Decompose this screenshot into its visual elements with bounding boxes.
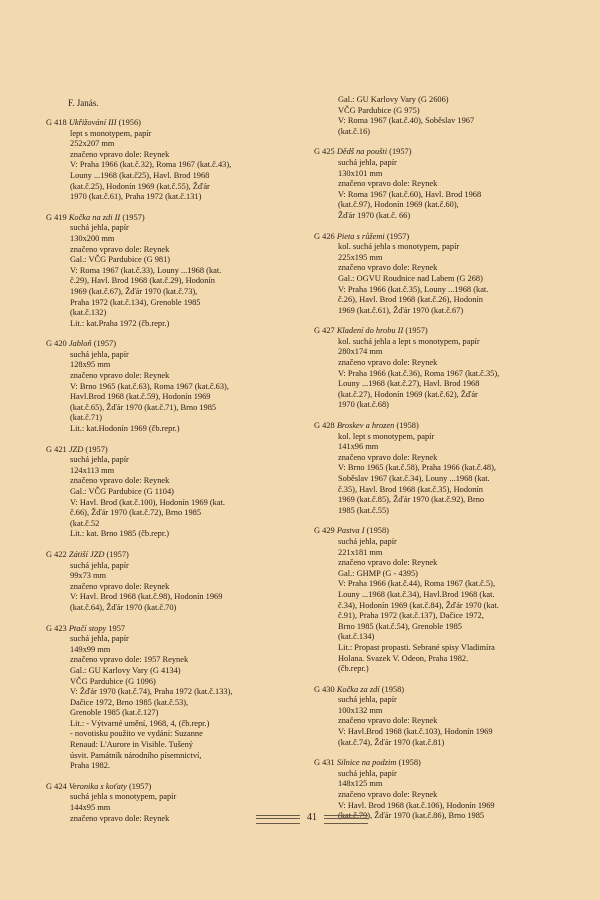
entry-number: G 425 bbox=[314, 147, 335, 157]
entry-details bbox=[314, 695, 576, 748]
entry-details bbox=[46, 223, 308, 329]
entry-detail-line: Lit.: Propast propasti. Sebrané spisy Vladimíra bbox=[338, 642, 495, 652]
entry-detail-line: suchá jehla, papír bbox=[70, 223, 129, 233]
entry-heading bbox=[314, 421, 576, 432]
entry-detail-line: Lit.: kat.Hodonín 1969 (čb.repr.) bbox=[70, 424, 180, 434]
entry-detail-line: V: Havl. Brod 1968 (kat.č.98), Hodonín 1969 bbox=[70, 592, 223, 602]
entry-detail-line: 99x73 mm bbox=[70, 571, 107, 581]
entry-detail-line: značeno vpravo dole: Reynek bbox=[338, 716, 438, 726]
entry-detail-line: kol. lept s monotypem, papír bbox=[338, 431, 435, 441]
entry-year: (1958) bbox=[366, 526, 389, 536]
entry-detail-line: (čb.repr.) bbox=[338, 664, 369, 674]
entry-detail-line: Havl.Brod 1968 (kat.č.59), Hodonín 1969 bbox=[70, 392, 211, 402]
entry-detail-line: 1970 (kat.č.61), Praha 1972 (kat.č.131) bbox=[70, 192, 202, 202]
catalogue-entry bbox=[314, 232, 576, 317]
catalogue-entry bbox=[46, 339, 308, 434]
entry-detail-line: značeno vpravo dole: Reynek bbox=[70, 476, 170, 486]
entry-detail-line: č.66), Žďár 1970 (kat.č.72), Brno 1985 bbox=[70, 508, 202, 518]
entry-heading bbox=[46, 782, 308, 793]
entry-heading bbox=[314, 526, 576, 537]
entry-detail-line: značeno vpravo dole: Reynek bbox=[338, 558, 438, 568]
entry-year: (1958) bbox=[398, 758, 421, 768]
right-column bbox=[314, 95, 576, 832]
entry-title: Kočka na zdi II bbox=[68, 212, 121, 222]
entry-title: Ukřižování III bbox=[68, 118, 117, 127]
catalogue-entry bbox=[46, 624, 308, 772]
entry-heading bbox=[46, 339, 308, 350]
entry-detail-line: suchá jehla, papír bbox=[70, 634, 129, 644]
entry-details bbox=[314, 242, 576, 316]
entry-heading bbox=[314, 685, 576, 696]
entry-detail-line: suchá jehla, papír bbox=[338, 157, 397, 167]
entry-number: G 426 bbox=[314, 231, 335, 241]
entry-detail-line: značeno vpravo dole: Reynek bbox=[70, 244, 170, 254]
continued-entry bbox=[314, 95, 576, 137]
entry-detail-line: Lit.: - Výtvarné umění, 1968, 4, (čb.repr.) bbox=[70, 718, 210, 728]
entry-detail-line: V: Havl.Brod 1968 (kat.č.103), Hodonín 1969 bbox=[338, 727, 493, 737]
entry-year: (1958) bbox=[396, 421, 419, 431]
entry-detail-line: suchá jehla, papír bbox=[338, 695, 397, 705]
entry-title: Ptačí stopy bbox=[68, 623, 107, 633]
entry-year: (1957) bbox=[386, 231, 410, 241]
catalogue-entry bbox=[314, 147, 576, 221]
entry-detail-line: Praha 1972 (kat.č.134), Grenoble 1985 bbox=[70, 297, 201, 307]
entry-number: G 427 bbox=[314, 326, 335, 336]
entry-detail-line: značeno vpravo dole: Reynek bbox=[70, 149, 170, 159]
entry-detail-line: 100x132 mm bbox=[338, 705, 383, 715]
entry-detail-line: 280x174 mm bbox=[338, 347, 383, 357]
entry-detail-line: (kat.č.65), Žďár 1970 (kat.č.71), Brno 1985 bbox=[70, 402, 217, 412]
entry-detail-line: V: Praha 1966 (kat.č.36), Roma 1967 (kat.č.35), bbox=[338, 368, 500, 378]
entry-detail-line: značeno vpravo dole: Reynek bbox=[338, 263, 438, 273]
entry-number: G 418 bbox=[46, 118, 67, 127]
entry-detail-line: Žďár 1970 (kat.č. 66) bbox=[338, 210, 411, 220]
catalogue-entry bbox=[314, 421, 576, 516]
entry-detail-line: (kat.č.64), Žďár 1970 (kat.č.70) bbox=[70, 602, 177, 612]
entry-year: (1956) bbox=[118, 118, 141, 127]
entry-detail-line: značeno vpravo dole: 1957 Reynek bbox=[70, 655, 189, 665]
entry-detail-line: suchá jehla s monotypem, papír bbox=[70, 792, 177, 802]
entry-detail-line: V: Havl. Brod (kat.č.100), Hodonín 1969 (kat. bbox=[70, 497, 225, 507]
entry-detail-line: (kat.č.71) bbox=[70, 413, 103, 423]
entry-detail-line: úsvit. Památník národního písemnictví, bbox=[70, 750, 202, 760]
entry-number: G 420 bbox=[46, 339, 67, 349]
catalogue-entry bbox=[46, 550, 308, 614]
entry-detail-line: značeno vpravo dole: Reynek bbox=[338, 358, 438, 368]
entry-detail-line: 1969 (kat.č.61), Žďár 1970 (kat.č.67) bbox=[338, 305, 464, 315]
entry-detail-line: V: Havl. Brod 1968 (kat.č.106), Hodonín 1969 bbox=[338, 800, 495, 810]
entry-detail-line: suchá jehla, papír bbox=[338, 536, 397, 546]
entry-number: G 431 bbox=[314, 758, 335, 768]
catalogue-entry bbox=[314, 685, 576, 749]
entry-detail-line: 124x113 mm bbox=[70, 465, 115, 475]
entry-detail-line: (kat.č.132) bbox=[70, 308, 107, 318]
entry-title: Jabloň bbox=[68, 339, 92, 349]
entry-title: Dědš na poušti bbox=[336, 147, 388, 157]
entry-number: G 423 bbox=[46, 623, 67, 633]
entry-detail-line: V: Roma 1967 (kat.č.40), Soběslav 1967 bbox=[338, 116, 475, 126]
entry-heading bbox=[314, 232, 576, 243]
entry-detail-line: značeno vpravo dole: Reynek bbox=[70, 371, 170, 381]
entry-detail-line: Louny ...1968 (kat.č.34), Havl.Brod 1968 (kat. bbox=[338, 589, 495, 599]
entry-year: (1957) bbox=[405, 326, 428, 336]
entry-detail-line: (kat.č.79), Žďár 1970 (kat.č.86), Brno 1985 bbox=[338, 811, 485, 821]
entry-number: G 430 bbox=[314, 684, 335, 694]
entry-detail-line: kol. suchá jehla s monotypem, papír bbox=[338, 242, 460, 252]
entry-detail-line: (kat.č.134) bbox=[338, 632, 375, 642]
page-footer bbox=[256, 812, 368, 826]
entry-year: (1958) bbox=[381, 684, 405, 694]
entry-heading bbox=[314, 147, 576, 158]
entry-detail-line: 1969 (kat.č.85), Žďár 1970 (kat.č.92), Brno bbox=[338, 495, 485, 505]
entry-details bbox=[46, 350, 308, 435]
entry-year: (1957) bbox=[389, 147, 412, 157]
entry-details bbox=[314, 337, 576, 411]
entry-detail-line: 1969 (kat.č.67), Žďár 1970 (kat.č.73), bbox=[70, 286, 198, 296]
right-column-entries bbox=[314, 147, 576, 821]
entry-title: JZD bbox=[68, 444, 84, 454]
entry-detail-line: Holana. Svazek V. Odeon, Praha 1982. bbox=[338, 653, 469, 663]
entry-detail-line: suchá jehla, papír bbox=[70, 455, 129, 465]
entry-detail-line: Gal.: VČG Pardubice (G 981) bbox=[70, 255, 171, 265]
entry-detail-line: suchá jehla, papír bbox=[338, 768, 397, 778]
entry-details bbox=[46, 129, 308, 203]
entry-detail-line: č.26), Havl. Brod 1968 (kat.č.26), Hodonín bbox=[338, 295, 483, 305]
entry-heading bbox=[46, 550, 308, 561]
catalogue-entry bbox=[46, 118, 308, 203]
entry-title: Silnice na podzim bbox=[336, 758, 397, 768]
entry-detail-line: Louny ...1968 (kat.č25), Havl. Brod 1968 bbox=[70, 170, 210, 180]
entry-details bbox=[46, 561, 308, 614]
left-column bbox=[46, 118, 308, 834]
entry-detail-line: Grenoble 1985 (kat.č.127) bbox=[70, 708, 159, 718]
entry-number: G 424 bbox=[46, 781, 67, 791]
entry-number: G 421 bbox=[46, 444, 67, 454]
footer-rule-right bbox=[324, 815, 368, 824]
entry-detail-line: 225x195 mm bbox=[338, 252, 383, 262]
entry-heading bbox=[314, 326, 576, 337]
catalogue-entry bbox=[314, 526, 576, 674]
entry-detail-line: značeno vpravo dole: Reynek bbox=[338, 452, 438, 462]
entry-details bbox=[46, 455, 308, 540]
entry-detail-line: (kat.č.74), Žďár 1970 (kat.č.81) bbox=[338, 737, 445, 747]
entry-detail-line: č.34), Hodonín 1969 (kat.č.84), Žďár 1970 (kat. bbox=[338, 600, 499, 610]
entry-number: G 429 bbox=[314, 526, 335, 536]
entry-number: G 419 bbox=[46, 212, 67, 222]
entry-detail-line: V: Brno 1965 (kat.č.63), Roma 1967 (kat.č.63), bbox=[70, 381, 229, 391]
catalogue-entry bbox=[314, 326, 576, 411]
page-number: 41 bbox=[307, 812, 317, 823]
entry-title: Broskev a hrozen bbox=[336, 421, 395, 431]
entry-detail-line: značeno vpravo dole: Reynek bbox=[70, 581, 170, 591]
entry-year: (1957) bbox=[106, 549, 129, 559]
entry-title: Kladení do hrobu II bbox=[336, 326, 404, 336]
entry-detail-line: V: Praha 1966 (kat.č.44), Roma 1967 (kat.č.5), bbox=[338, 579, 496, 589]
entry-detail-line: značeno vpravo dole: Reynek bbox=[70, 813, 170, 823]
entry-detail-line: Renaud: L'Aurore in Visible. Tušený bbox=[70, 740, 193, 750]
entry-details bbox=[314, 432, 576, 517]
entry-detail-line: č.35), Havl. Brod 1968 (kat.č.35), Hodonín bbox=[338, 484, 483, 494]
entry-detail-line: Gal.: GU Karlovy Vary (G 4134) bbox=[70, 665, 181, 675]
catalogue-entry bbox=[46, 445, 308, 540]
entry-detail-line: 130x200 mm bbox=[70, 233, 115, 243]
entry-detail-line: suchá jehla, papír bbox=[70, 349, 129, 359]
entry-heading bbox=[314, 758, 576, 769]
entry-title: Pastva I bbox=[336, 526, 365, 536]
entry-detail-line: (kat.č.52 bbox=[70, 518, 100, 528]
entry-detail-line: (kat.č.16) bbox=[338, 126, 371, 136]
entry-title: Zátiší JZD bbox=[68, 549, 105, 559]
entry-detail-line: Lit.: kat.Praha 1972 (čb.repr.) bbox=[70, 318, 170, 328]
entry-detail-line: V: Žďár 1970 (kat.č.74), Praha 1972 (kat.č.133), bbox=[70, 687, 233, 697]
entry-detail-line: č.91), Praha 1972 (kat.č.137), Dačice 1972, bbox=[338, 611, 484, 621]
entry-detail-line: V: Roma 1967 (kat.č.60), Havl. Brod 1968 bbox=[338, 189, 482, 199]
catalogue-entry bbox=[46, 213, 308, 330]
entry-detail-line: 221x181 mm bbox=[338, 547, 383, 557]
entry-detail-line: V: Praha 1966 (kat.č.35), Louny ...1968 (kat. bbox=[338, 284, 489, 294]
entry-detail-line: Gal.: VČG Pardubice (G 1104) bbox=[70, 487, 174, 496]
entry-detail-line: 149x99 mm bbox=[70, 644, 111, 654]
entry-detail-line: VČG Pardubice (G 975) bbox=[338, 105, 420, 115]
entry-detail-line: 252x207 mm bbox=[70, 139, 115, 149]
footer-rule-left bbox=[256, 815, 300, 824]
entry-detail-line: V: Praha 1966 (kat.č.32), Roma 1967 (kat.č.43), bbox=[70, 160, 232, 170]
entry-detail-line: Louny ...1968 (kat.č.27), Havl. Brod 1968 bbox=[338, 379, 480, 389]
entry-title: Veronika s koťaty bbox=[68, 781, 127, 791]
entry-detail-line: 141x96 mm bbox=[338, 442, 379, 452]
entry-heading bbox=[46, 118, 308, 129]
author-name: F. Janás. bbox=[68, 98, 99, 108]
entry-detail-line: V: Roma 1967 (kat.č.33), Louny ...1968 (kat. bbox=[70, 265, 222, 275]
entry-heading bbox=[46, 624, 308, 635]
entry-detail-line: 130x101 mm bbox=[338, 168, 383, 178]
entry-heading bbox=[46, 213, 308, 224]
entry-detail-line: značeno vpravo dole: Reynek bbox=[338, 790, 438, 800]
entry-number: G 422 bbox=[46, 549, 67, 559]
entry-heading bbox=[46, 445, 308, 456]
entry-detail-line: lept s monotypem, papír bbox=[70, 128, 152, 138]
entry-detail-line: Lit.: kat. Brno 1985 (čb.repr.) bbox=[70, 529, 170, 539]
entry-details bbox=[46, 634, 308, 772]
entry-detail-line: 148x125 mm bbox=[338, 779, 383, 789]
entry-detail-line: Praha 1982. bbox=[70, 761, 111, 771]
entry-details bbox=[314, 158, 576, 222]
entry-detail-line: - novotisku použito ve vydání: Suzanne bbox=[70, 729, 203, 739]
entry-detail-line: 1970 (kat.č.68) bbox=[338, 400, 389, 410]
entry-number: G 428 bbox=[314, 421, 335, 431]
entry-detail-line: (kat.č.25), Hodonín 1969 (kat.č.55), Žďár bbox=[70, 181, 210, 191]
entry-detail-line: značeno vpravo dole: Reynek bbox=[338, 179, 438, 189]
entry-title: Kočka za zdí bbox=[336, 684, 380, 694]
entry-detail-line: (kat.č.27), Hodonín 1969 (kat.č.62), Žďár bbox=[338, 389, 478, 399]
entry-detail-line: kol. suchá jehla a lept s monotypem, papír bbox=[338, 336, 480, 346]
entry-details bbox=[314, 537, 576, 675]
entry-detail-line: 128x95 mm bbox=[70, 360, 111, 370]
entry-detail-line: (kat.č.97), Hodonín 1969 (kat.č.60), bbox=[338, 200, 459, 210]
entry-detail-line: Dačice 1972, Brno 1985 (kat.č.53), bbox=[70, 697, 189, 707]
entry-year: (1957) bbox=[129, 781, 152, 791]
entry-detail-line: Gal.: GHMP (G - 4395) bbox=[338, 568, 418, 578]
entry-year: (1957) bbox=[93, 339, 117, 349]
entry-year: 1957 bbox=[108, 623, 126, 633]
entry-detail-line: suchá jehla, papír bbox=[70, 560, 129, 570]
entry-detail-line: 144x95 mm bbox=[70, 803, 111, 813]
entry-detail-line: Gal.: OGVU Roudnice nad Labem (G 268) bbox=[338, 273, 483, 283]
entry-detail-line: č.29), Havl. Brod 1968 (kat.č.29), Hodonín bbox=[70, 276, 215, 286]
entry-detail-line: Brno 1985 (kat.č.54), Grenoble 1985 bbox=[338, 621, 462, 631]
entry-year: (1957) bbox=[85, 444, 108, 454]
entry-detail-line: 1985 (kat.č.55) bbox=[338, 505, 389, 515]
entry-detail-line: Gal.: GU Karlovy Vary (G 2606) bbox=[338, 95, 449, 104]
entry-year: (1957) bbox=[122, 212, 145, 222]
entry-detail-line: V: Brno 1965 (kat.č.58), Praha 1966 (kat.č.48), bbox=[338, 463, 496, 473]
entry-detail-line: Soběslav 1967 (kat.č.34), Louny ...1968 (kat. bbox=[338, 474, 490, 483]
entry-title: Pieta s růžemi bbox=[336, 231, 385, 241]
entry-detail-line: VČG Pardubice (G 1096) bbox=[70, 676, 156, 686]
